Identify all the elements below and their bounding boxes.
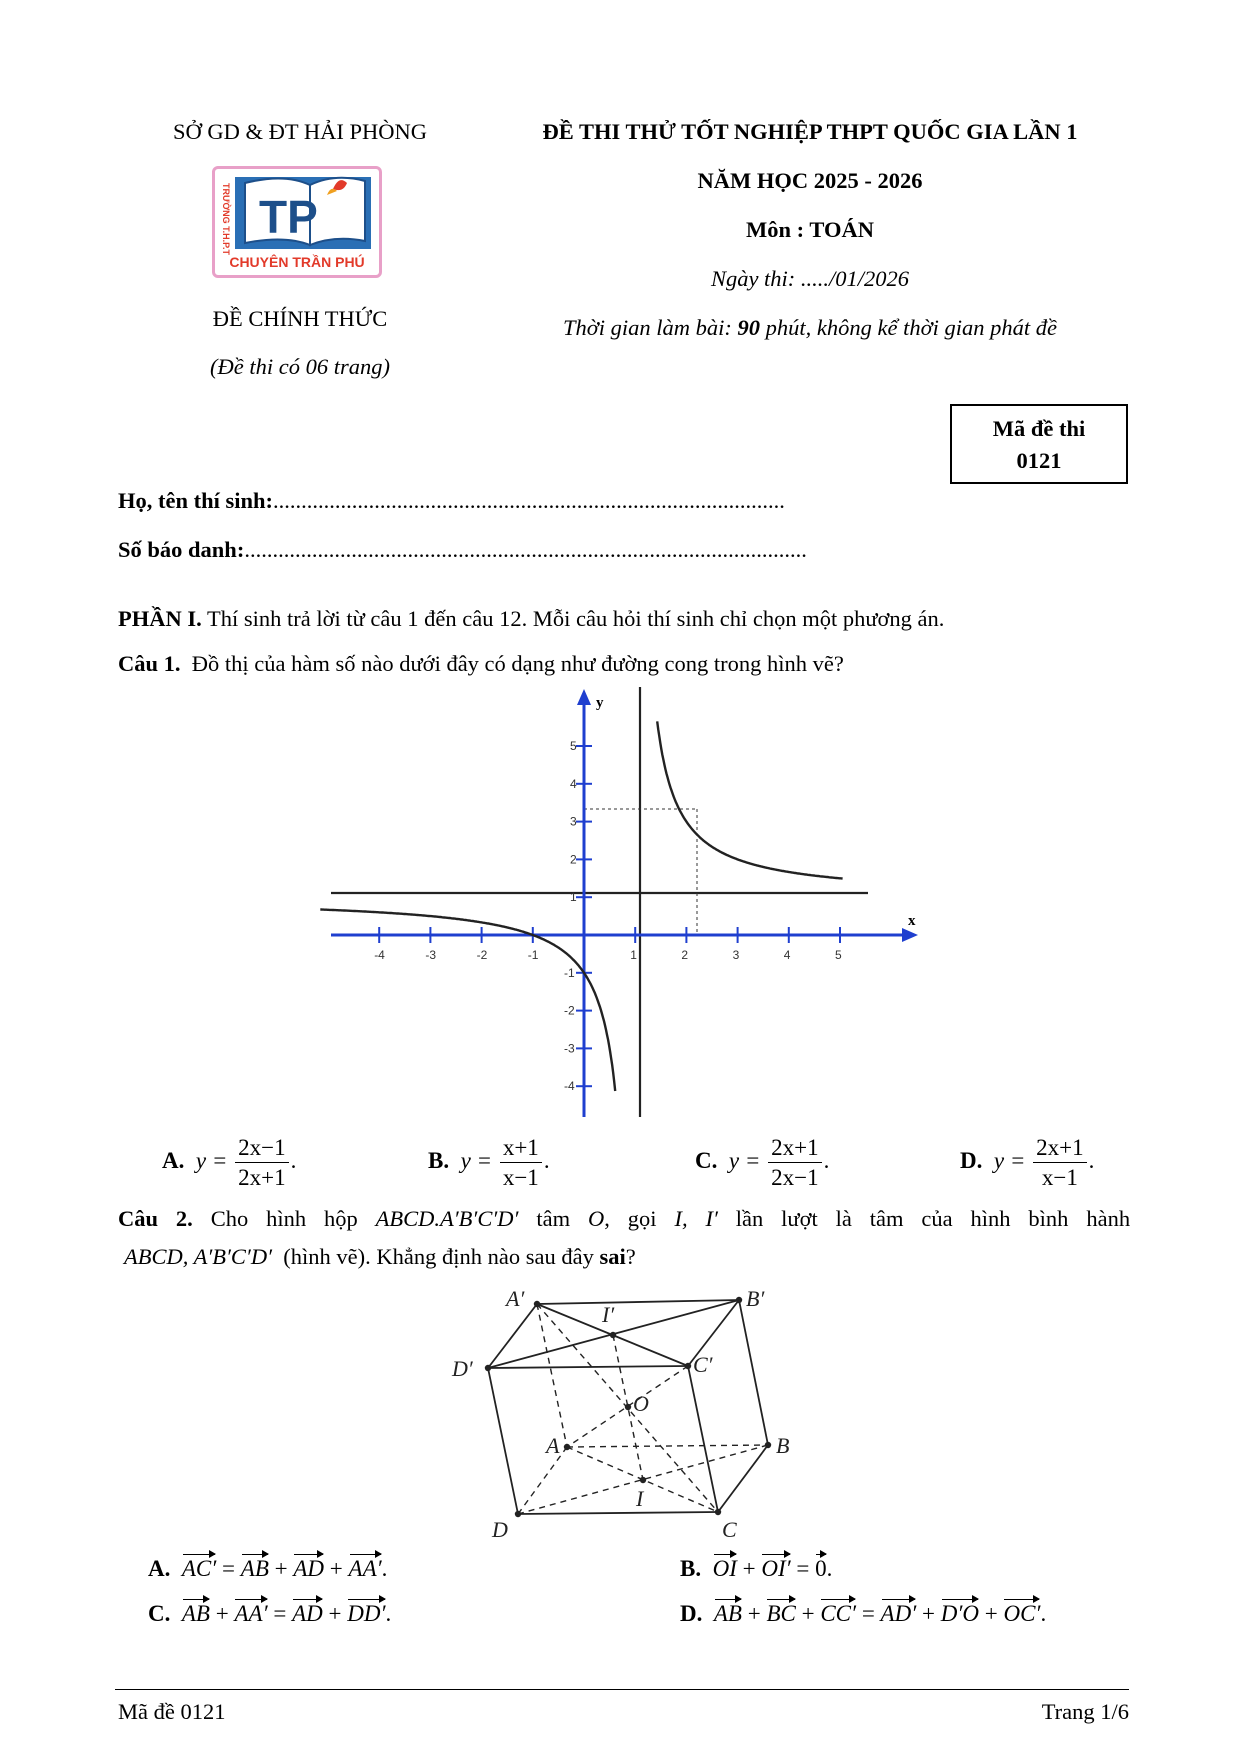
exam-code-label: Mã đề thi bbox=[992, 416, 1086, 441]
option-letter: C. bbox=[148, 1601, 171, 1626]
q2-option-b[interactable]: B. OI + OI′ = 0. bbox=[680, 1552, 832, 1582]
vector: AD bbox=[292, 1597, 323, 1627]
q2-faces: ABCD, A′B′C′D′ bbox=[124, 1244, 273, 1269]
q1-option-d[interactable]: D. y = $\frac{2x+1}{x-1}$ . bbox=[960, 1135, 1095, 1191]
y-tick-label: -3 bbox=[564, 1041, 575, 1056]
vector: OC′ bbox=[1003, 1597, 1040, 1627]
exam-code-box bbox=[950, 404, 1128, 484]
x-tick-label: 2 bbox=[681, 948, 689, 962]
q2-prompt-line2 bbox=[124, 1243, 636, 1271]
label-c-prime: C′ bbox=[693, 1352, 713, 1377]
q2-center: O bbox=[588, 1206, 605, 1231]
x-axis-label: x bbox=[908, 913, 916, 929]
option-letter: D. bbox=[960, 1148, 983, 1174]
option-letter: C. bbox=[695, 1148, 718, 1174]
footer-divider bbox=[115, 1689, 1129, 1690]
label-d: D bbox=[492, 1517, 508, 1542]
option-letter: D. bbox=[680, 1601, 703, 1626]
q2-text-f: ? bbox=[625, 1244, 636, 1269]
candidate-name-line bbox=[118, 487, 785, 515]
y-tick-label: 5 bbox=[570, 739, 577, 753]
x-tick-label: 5 bbox=[835, 948, 842, 962]
label-i-prime: I′ bbox=[602, 1302, 615, 1327]
vector: AD′ bbox=[881, 1597, 917, 1627]
q2-emphasis: sai bbox=[599, 1244, 626, 1269]
x-tick-label: 4 bbox=[783, 948, 791, 962]
q1-text: Đồ thị của hàm số nào dưới đây có dạng như đường cong trong hình vẽ? bbox=[191, 651, 844, 676]
option-lhs: y = bbox=[460, 1148, 493, 1174]
logo-school-name: CHUYÊN TRẦN PHÚ bbox=[229, 254, 365, 270]
zero-vector: 0 bbox=[815, 1552, 827, 1582]
vector: OI bbox=[713, 1552, 737, 1582]
vector: AB bbox=[241, 1552, 269, 1582]
candidate-id-dots: .................................................................................................... bbox=[244, 537, 807, 562]
label-c: C bbox=[722, 1517, 737, 1542]
q1-prompt bbox=[118, 650, 844, 678]
option-numerator: 2x−1 bbox=[235, 1135, 288, 1163]
y-axis-arrow bbox=[577, 689, 591, 705]
q1-label: Câu 1. bbox=[118, 651, 181, 676]
vector: AA′ bbox=[349, 1552, 382, 1582]
y-tick-label: 2 bbox=[570, 852, 577, 867]
y-tick-label: 3 bbox=[570, 814, 577, 829]
q2-solid: ABCD.A′B′C′D′ bbox=[375, 1206, 519, 1231]
part1-label: PHẦN I. bbox=[118, 606, 202, 631]
curve-right-branch bbox=[657, 721, 842, 878]
q2-option-c[interactable]: C. AB + AA′ = AD + DD′. bbox=[148, 1597, 391, 1627]
option-letter: B. bbox=[428, 1148, 450, 1174]
option-denominator: x−1 bbox=[1041, 1165, 1078, 1191]
label-o: O bbox=[633, 1391, 649, 1416]
part1-instructions bbox=[118, 605, 944, 633]
option-lhs: y = bbox=[195, 1148, 228, 1174]
exam-title: ĐỀ THI THỬ TỐT NGHIỆP THPT QUỐC GIA LẦN 1 bbox=[542, 119, 1078, 144]
candidate-name-label: Họ, tên thí sinh: bbox=[118, 488, 274, 513]
vector: AB bbox=[714, 1597, 742, 1627]
label-b-prime: B′ bbox=[746, 1286, 765, 1311]
label-d-prime: D′ bbox=[452, 1356, 473, 1381]
q2-option-d[interactable]: D. AB + BC + CC′ = AD′ + D′O + OC′. bbox=[680, 1597, 1046, 1627]
exam-code-value: 0121 bbox=[1016, 448, 1062, 473]
candidate-name-dots: ........................................................................................... bbox=[273, 488, 785, 513]
q2-prompt-line1 bbox=[118, 1205, 1130, 1233]
part1-text: Thí sinh trả lời từ câu 1 đến câu 12. Mỗi câu hỏi thí sinh chỉ chọn một phương án. bbox=[201, 606, 945, 631]
label-a: A bbox=[546, 1433, 560, 1458]
department-name: SỞ GD & ĐT HẢI PHÒNG bbox=[173, 119, 427, 144]
q2-text-c: , gọi bbox=[604, 1206, 657, 1231]
q2-text-d: lần lượt là tâm của hình bình hành bbox=[735, 1206, 1131, 1231]
option-lhs: y = bbox=[993, 1148, 1026, 1174]
q2-option-a[interactable]: A. AC′ = AB + AD + AA′. bbox=[148, 1552, 387, 1582]
x-tick-label: -3 bbox=[425, 948, 437, 962]
school-year: NĂM HỌC 2025 - 2026 bbox=[697, 168, 923, 193]
q2-text-b: tâm bbox=[536, 1206, 571, 1231]
official-label: ĐỀ CHÍNH THỨC bbox=[212, 306, 388, 331]
q1-option-c[interactable]: C. y = $\frac{2x+1}{2x-1}$ . bbox=[695, 1135, 830, 1191]
logo-side-text: TRƯỜNG T.H.P.T bbox=[221, 183, 231, 255]
label-i: I bbox=[636, 1486, 644, 1511]
q2-label: Câu 2. bbox=[118, 1206, 193, 1231]
exam-date: Ngày thi: ...../01/2026 bbox=[710, 266, 910, 291]
vector: AB bbox=[182, 1597, 210, 1627]
q2-text-a: Cho hình hộp bbox=[210, 1206, 358, 1231]
label-a-prime: A′ bbox=[506, 1286, 525, 1311]
y-tick-label: 4 bbox=[570, 776, 577, 791]
pages-note: (Đề thi có 06 trang) bbox=[210, 354, 390, 379]
x-tick-label: -1 bbox=[527, 948, 539, 962]
y-tick-label: -1 bbox=[564, 965, 575, 980]
time-suffix: phút, không kể thời gian phát đề bbox=[760, 315, 1057, 340]
x-tick-label: -2 bbox=[476, 948, 488, 962]
option-letter: A. bbox=[148, 1556, 171, 1581]
subject: Môn : TOÁN bbox=[746, 217, 874, 242]
x-axis-arrow bbox=[902, 928, 918, 942]
footer-exam-code: Mã đề 0121 bbox=[118, 1699, 226, 1724]
option-denominator: x−1 bbox=[502, 1165, 539, 1191]
option-numerator: 2x+1 bbox=[768, 1135, 821, 1163]
q2-figure bbox=[440, 1280, 820, 1550]
time-value: 90 bbox=[737, 315, 761, 340]
label-b: B bbox=[776, 1433, 790, 1458]
vector: AD bbox=[293, 1552, 324, 1582]
option-lhs: y = bbox=[728, 1148, 761, 1174]
time-allowed bbox=[480, 314, 1140, 342]
x-tick-label: -4 bbox=[374, 948, 385, 962]
x-tick-label: 1 bbox=[630, 948, 637, 962]
vector: AA′ bbox=[234, 1597, 267, 1627]
option-letter: B. bbox=[680, 1556, 702, 1581]
vector: AC′ bbox=[182, 1552, 216, 1582]
q2-text-e: (hình vẽ). Khẳng định nào sau đây bbox=[283, 1244, 594, 1269]
y-tick-label: 1 bbox=[570, 890, 577, 905]
curve-left-branch bbox=[320, 910, 615, 1092]
y-tick-label: -2 bbox=[564, 1003, 575, 1018]
option-denominator: 2x+1 bbox=[238, 1165, 286, 1191]
option-denominator: 2x−1 bbox=[771, 1165, 819, 1191]
q1-graph bbox=[320, 685, 920, 1125]
footer-page-number: Trang 1/6 bbox=[1041, 1699, 1129, 1724]
logo-letters: TP bbox=[259, 191, 318, 243]
y-axis-label: y bbox=[596, 695, 604, 711]
y-tick-label: -4 bbox=[564, 1079, 575, 1094]
vector: DD′ bbox=[347, 1597, 385, 1627]
q1-option-b[interactable]: B. y = $\frac{x+1}{x-1}$ . bbox=[428, 1135, 550, 1191]
option-letter: A. bbox=[162, 1148, 185, 1174]
vector: D′O bbox=[941, 1597, 979, 1627]
candidate-id-label: Số báo danh: bbox=[118, 537, 245, 562]
time-prefix: Thời gian làm bài: bbox=[563, 315, 738, 340]
vector: CC′ bbox=[820, 1597, 856, 1627]
q1-option-a[interactable]: A. y = $\frac{2x-1}{2x+1}$ . bbox=[162, 1135, 297, 1191]
x-tick-label: 3 bbox=[732, 948, 740, 962]
vector: OI′ bbox=[761, 1552, 790, 1582]
school-logo bbox=[212, 166, 382, 278]
candidate-id-line bbox=[118, 536, 807, 564]
q2-points: I, I′ bbox=[674, 1206, 718, 1231]
vector: BC bbox=[766, 1597, 795, 1627]
option-numerator: 2x+1 bbox=[1033, 1135, 1086, 1163]
option-numerator: x+1 bbox=[500, 1135, 542, 1163]
